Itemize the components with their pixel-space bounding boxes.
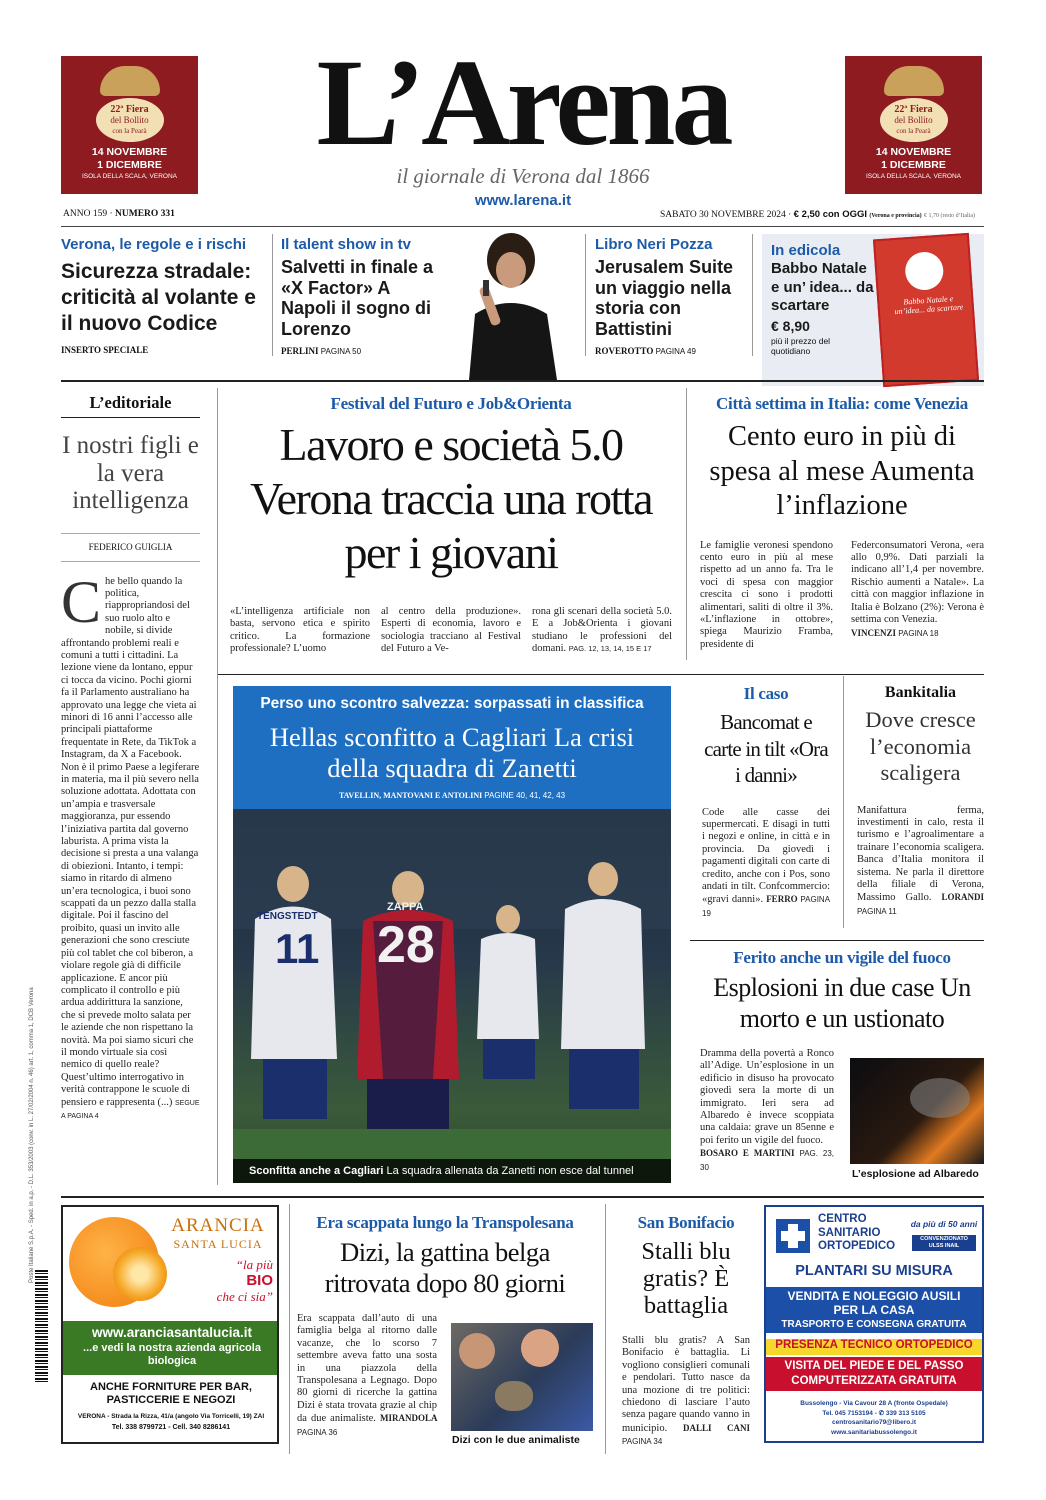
woman-2: [521, 1329, 559, 1367]
section-rule: [690, 940, 984, 941]
divider: [686, 388, 687, 660]
hellas-photo: [233, 809, 671, 1183]
esplosioni-body: Dramma della povertà a Ronco all’Adige. Un’esplosione in un edificio in disuso ha provocato giovedì sera la morte di un immigrato. Ieri sera ad Albaredo è invece scoppiata una caldaia: grave un 85enne e poi ferito un vigile del fuoco. BOSARO E MARTINI PAG. 23, 30: [700, 1048, 835, 1172]
edicola-kicker: In edicola: [771, 242, 841, 259]
hellas-byline: TAVELLIN, MANTOVANI E ANTOLINI PAGINE 40, 41, 42, 43: [338, 791, 566, 800]
bankitalia-story[interactable]: [857, 684, 984, 918]
teaser-kicker: Verona, le regole e i rischi: [61, 236, 247, 253]
corner-ad-left[interactable]: [61, 56, 198, 194]
masthead-title[interactable]: L’Arena: [316, 34, 730, 171]
bancomat-body: Code alle casse dei supermercati. E disagi in tutti i negozi e online, in città e in provincia. Da giovedì i pagamenti digitali con carte di credito, anche con i Pos, sono andati in tilt. Confcommercio: «gravi danni». FERRO PAGINA 19: [702, 806, 831, 918]
divider: [289, 1204, 290, 1454]
editoriale-body: Che bello quando la politica, riappropriandosi del suo ruolo alto e nobile, si divide affrontando problemi reali e comuni a tutti i cittadini. La lezione viene da lontano, eppur ci tocca da vicino. Pochi giorni fa il Parlamento australiano ha approvato una legge che vieta ai minori di 16 anni l’accesso alle principali piattaforme frequentate in Rete, da TikTok a Instagram, da X a Facebook. Non è il primo Paese a legiferare in materia, ma il più severo nella soluzione adottata. Adottata con un’ampia e trasversale maggioranza, pur essendo l’iniziativa partita dal governo laburista. A prima vista la decisione si presta a una valanga di obiezioni. Intanto, i tempi: siamo in ritardo di almeno un’era tecnologica, i buoi sono scappati da un pezzo dalla stalla digitale. Poi il fascino del proibito, quasi un invito alle generazioni che sono cresciute più col tablet che col biberon, a violare regole già di difficile applicazione. E ancor più complicato il controllo e più ardua addirittura la sanzione, che si prevede molto salata per le aziende che non rispettano la novità. Ma poi siamo sicuri che il mondo virtuale sia così nemico di quello reale? Quest’ultimo interrogativo in verità contrappone le scuole di pensiero e rappresenta (...) SEGUE A PAGINA 4: [61, 568, 200, 1120]
teaser-libro[interactable]: [595, 236, 740, 356]
lead-col: rona gli scenari della società 5.0. E a Job&Orienta i giovani studiano le professioni del domani. PAG. 12, 13, 14, 15 E 17: [532, 606, 672, 655]
cat-icon: [495, 1381, 533, 1411]
editoriale-author: FEDERICO GUIGLIA: [88, 541, 173, 552]
lead-headline: Lavoro e società 5.0 Verona traccia una rotta per i giovani: [249, 419, 653, 578]
stalli-headline: Stalli blu gratis? È battaglia: [641, 1238, 731, 1319]
smoke: [910, 1078, 970, 1118]
corner-ad-right[interactable]: [845, 56, 982, 194]
ortopedico-conv: CONVENZIONATO ULSS INAIL: [912, 1235, 976, 1251]
bancomat-story[interactable]: [702, 684, 830, 920]
hellas-headline: Hellas sconfitto a Cagliari La crisi della squadra di Zanetti: [269, 722, 635, 783]
teaser-byline: PERLINI PAGINA 50: [281, 346, 362, 356]
ortopedico-blue-band: VENDITA E NOLEGGIO AUSILI PER LA CASA TRASPORTO E CONSEGNA GRATUITA: [766, 1287, 982, 1333]
fiera-logo: 22ª Fiera del Bollito con la Pearà: [96, 98, 164, 142]
divider: [605, 1204, 606, 1454]
inflazione-col: Le famiglie veronesi spendono cento euro in più al mese rispetto ad un anno fa. Tra le voci di spesa con maggior crescita ci sono i prodotti alimentari, saliti di oltre il 3%. «L’inflazione in ottobre», spiega Maurizio Framba, presidente di: [700, 539, 833, 650]
hellas-story[interactable]: [233, 686, 671, 1183]
pot-icon: [884, 66, 944, 96]
divider: [843, 676, 844, 928]
fiera-logo: 22ª Fiera del Bollito con la Pearà: [880, 98, 948, 142]
ad-dates: 14 NOVEMBRE 1 DICEMBRE: [91, 146, 168, 171]
editoriale[interactable]: [61, 393, 200, 1123]
inflazione-byline: VINCENZI PAGINA 18: [851, 628, 939, 639]
rule: [61, 533, 200, 534]
ad-place: ISOLA DELLA SCALA, VERONA: [81, 173, 177, 180]
bankitalia-headline: Dove cresce l’economia scaligera: [865, 707, 976, 785]
esplosioni-kicker: Ferito anche un vigile del fuoco: [733, 948, 951, 967]
divider: [585, 234, 586, 356]
dropcap: C: [61, 568, 102, 635]
section-rule: [61, 380, 984, 382]
gattina-body: Era scappata dall’auto di una famiglia belga al ritorno dalle vacanze, che lo scorso 7 settembre aveva fatto una sosta in una piazzola della Transpolesana a Legnago. Dopo 80 giorni di ricerche la gattina Dizi è stata trovata grazie al chip da due animaliste. MIRANDOLA PAGINA 36: [297, 1313, 437, 1437]
editoriale-label: L’editoriale: [89, 393, 172, 412]
santa-icon: [904, 251, 945, 292]
edicola-price: € 8,90: [771, 318, 810, 334]
stalli-story[interactable]: [622, 1213, 750, 1449]
inflazione-kicker: Città settima in Italia: come Venezia: [716, 394, 968, 413]
barcode: [35, 1270, 48, 1382]
inflazione-col: Federconsumatori Verona, «era allo 0,9%. Dati parziali la indicano all’1,4 per novembre. Rischio aumenti a Natale». La città con maggior inflazione in Italia è Bolzano (2%): Verona è settima con Venezia. VINCENZI PAGINA 18: [851, 540, 984, 652]
arancia-green-band: www.aranciasantalucia.it ...e vedi la nostra azienda agricola biologica: [63, 1321, 279, 1375]
singer-photo: [445, 222, 575, 380]
gattina-kicker: Era scappata lungo la Transpolesana: [316, 1213, 574, 1232]
esplosioni-caption: L’esplosione ad Albaredo: [852, 1168, 979, 1180]
book-cover: [873, 233, 979, 387]
gattina-caption: Dizi con le due animaliste: [452, 1434, 580, 1446]
arancia-phone: Tel. 338 8799721 - Cell. 340 8286141: [111, 1424, 231, 1431]
teaser-byline: INSERTO SPECIALE: [61, 345, 149, 355]
arancia-subtitle: SANTA LUCIA: [173, 1237, 263, 1251]
arancia-forniture: ANCHE FORNITURE PER BAR, PASTICCERIE E NEGOZI: [90, 1381, 252, 1406]
esplosioni-photo: [850, 1058, 984, 1164]
esplosioni-headline: Esplosioni in due case Un morto e un ustionato: [713, 973, 971, 1033]
date-price: SABATO 30 NOVEMBRE 2024 · € 2,50 con OGGI (Verona e provincia) € 1,70 (resto d’Italia): [660, 209, 975, 220]
teaser-headline: Sicurezza stradale: criticità al volante e il nuovo Codice: [61, 260, 256, 335]
cross-icon: [776, 1219, 810, 1253]
edicola-note: più il prezzo del quotidiano: [771, 336, 831, 356]
ad-ortopedico[interactable]: [764, 1205, 984, 1443]
ortopedico-presenza: PRESENZA TECNICO ORTOPEDICO: [766, 1339, 982, 1355]
editoriale-title: I nostri figli e la vera intelligenza: [62, 432, 199, 514]
teaser-kicker: Libro Neri Pozza: [595, 236, 713, 253]
orange-slice-icon: [113, 1247, 167, 1301]
gattina-headline: Dizi, la gattina belga ritrovata dopo 80 giorni: [324, 1237, 566, 1298]
book-title: Babbo Natale e un’idea... da scartare: [894, 294, 964, 317]
segue[interactable]: SEGUE A PAGINA 4: [61, 1099, 200, 1120]
teaser-xfactor[interactable]: [281, 236, 441, 356]
rule: [61, 417, 200, 418]
bancomat-headline: Bancomat e carte in tilt «Ora i danni»: [704, 710, 828, 787]
shirt-number-1: 11: [275, 925, 320, 972]
bankitalia-kicker: Bankitalia: [884, 684, 957, 701]
rule: [61, 561, 200, 562]
ortopedico-name: CENTRO SANITARIO ORTOPEDICO: [818, 1213, 896, 1252]
edicola-headline: Babbo Natale e un’ idea... da scartare: [771, 260, 874, 314]
masthead-subtitle: il giornale di Verona dal 1866: [396, 164, 650, 188]
hellas-caption: Sconfitta anche a Cagliari La squadra allenata da Zanetti non esce dal tunnel: [233, 1159, 671, 1183]
issue-info: ANNO 159 · NUMERO 331: [63, 209, 175, 219]
lead-col: al centro della produzione». Esperti di economia, lavoro e sociologia tracciano al Festival del Futuro a Ve-: [381, 606, 521, 655]
lead-kicker: Festival del Futuro e Job&Orienta: [330, 394, 572, 413]
ortopedico-since: da più di 50 anni: [910, 1219, 978, 1229]
ortopedico-plantari: PLANTARI SU MISURA: [795, 1263, 953, 1279]
inflazione-story[interactable]: [700, 394, 984, 651]
shirt-name-1: TENGSTEDT: [257, 911, 318, 922]
teaser-headline: Salvetti in finale a «X Factor» A Napoli il sogno di Lorenzo: [281, 257, 434, 339]
lead-story[interactable]: [230, 394, 672, 656]
ad-place: ISOLA DELLA SCALA, VERONA: [865, 173, 961, 180]
section-rule: [61, 1196, 984, 1198]
ortopedico-contacts: Bussolengo - Via Cavour 28 A (fronte Ospedale) Tel. 045 7153194 - ✆ 339 313 5105 centrosanitario79@libero.it www.sanitariabussolengo.it: [800, 1400, 948, 1436]
side-legal-text: Poste Italiane S.p.A. - Sped. in a.p. - D.L. 353/2003 (conv. in L. 27/02/2004 n. 46) art. 1, comma 1, DCB Verona: [29, 987, 35, 1283]
stalli-body: Stalli blu gratis? A San Bonifacio è battaglia. Li vogliono consiglieri comunali e pendolari. Tutto nasce da una mozione di tre politici: chiedono di lasciare l’auto senza pagare quando vanno in municipio. DALLI CANI PAGINA 34: [622, 1335, 751, 1447]
hellas-kicker: Perso uno scontro salvezza: sorpassati in classifica: [260, 695, 644, 712]
teaser-headline: Jerusalem Suite un viaggio nella storia con Battistini: [595, 257, 734, 339]
ortopedico-visita: VISITA DEL PIEDE E DEL PASSO COMPUTERIZZATA GRATUITA: [766, 1357, 982, 1391]
stalli-kicker: San Bonifacio: [637, 1213, 735, 1232]
masthead-url[interactable]: www.larena.it: [474, 192, 572, 209]
section-rule: [218, 674, 984, 675]
lead-col: «L’intelligenza artificiale non basta, servono etica e spirito critico. La formazione professionale? L’uomo: [230, 606, 370, 655]
teaser-kicker: Il talent show in tv: [281, 236, 412, 253]
pot-icon: [100, 66, 160, 96]
arancia-address: VERONA - Strada la Rizza, 41/a (angolo Via Torricelli, 19) ZAI: [77, 1413, 265, 1420]
ad-arancia[interactable]: [61, 1205, 279, 1444]
divider: [272, 234, 273, 356]
woman-1: [459, 1333, 495, 1369]
inflazione-columns: [700, 540, 984, 652]
inflazione-headline: Cento euro in più di spesa al mese Aumenta l’inflazione: [709, 421, 975, 521]
lead-columns: [230, 606, 672, 656]
gattina-photo: [451, 1323, 593, 1431]
arancia-title: ARANCIA: [171, 1215, 265, 1236]
teaser-byline: ROVEROTTO PAGINA 49: [595, 346, 696, 356]
ad-dates: 14 NOVEMBRE 1 DICEMBRE: [875, 146, 952, 171]
divider: [752, 234, 753, 356]
players-illustration: [233, 809, 671, 1183]
bancomat-kicker: Il caso: [743, 684, 789, 703]
edicola-box[interactable]: [762, 234, 984, 386]
teaser-sicurezza[interactable]: [61, 236, 261, 355]
bankitalia-body: Manifattura ferma, investimenti in calo, resta il turismo e l’agroalimentare a trainare l’economia scaligera. Banca d’Italia monitora il sistema. Ne parla il direttore della filiale di Verona, Massimo Gallo. LORANDI PAGINA 11: [857, 804, 984, 916]
arancia-slogan: “la più BIO che ci sia”: [216, 1257, 273, 1304]
divider: [217, 388, 218, 1185]
shirt-number-2: 28: [377, 916, 435, 974]
shirt-name-2: ZAPPA: [387, 901, 424, 913]
